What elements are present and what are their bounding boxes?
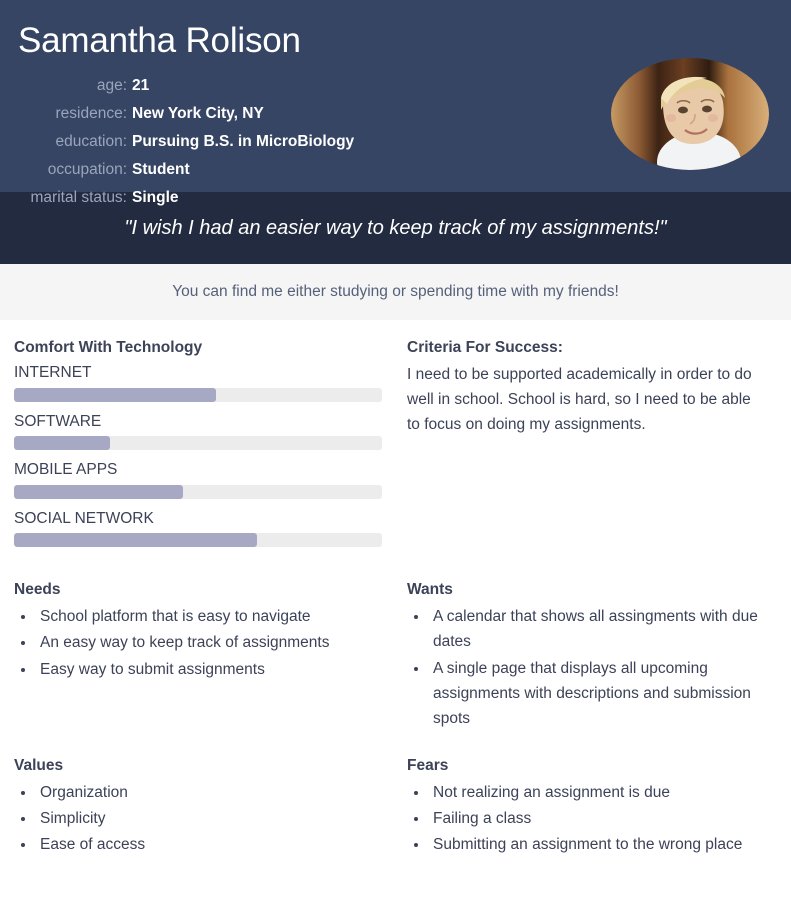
attribute-label-education: education: bbox=[55, 133, 127, 151]
attribute-value-education: Pursuing B.S. in MicroBiology bbox=[132, 133, 355, 151]
persona-body bbox=[0, 320, 791, 859]
skill-bar-track-mobile-apps bbox=[14, 485, 382, 499]
fears-title: Fears bbox=[407, 756, 449, 774]
row-values-fears bbox=[0, 754, 791, 859]
page-title: Samantha Rolison bbox=[18, 21, 301, 60]
skill-bar-track-software bbox=[14, 436, 382, 450]
needs-title: Needs bbox=[14, 581, 61, 599]
attribute-label-marital-status: marital status: bbox=[30, 189, 127, 207]
skill-bar-fill-social-network bbox=[14, 533, 257, 547]
attribute-row-occupation bbox=[14, 156, 354, 184]
tagline-banner bbox=[0, 264, 791, 320]
attribute-value-occupation: Student bbox=[132, 161, 190, 179]
attribute-value-marital-status: Single bbox=[132, 189, 179, 207]
list-item: • Ease of access bbox=[36, 832, 382, 857]
persona-header bbox=[0, 0, 791, 207]
row-needs-wants bbox=[0, 578, 791, 732]
list-item: • School platform that is easy to navigate bbox=[36, 604, 382, 629]
needs-list bbox=[14, 604, 382, 681]
wants-section bbox=[396, 578, 791, 732]
skill-bar-fill-internet bbox=[14, 388, 216, 402]
list-item: • An easy way to keep track of assignments bbox=[36, 630, 382, 655]
skill-bar-fill-software bbox=[14, 436, 110, 450]
list-item: • Failing a class bbox=[429, 806, 777, 831]
list-item: • Simplicity bbox=[36, 806, 382, 831]
fears-section bbox=[396, 754, 791, 859]
list-item: • A single page that displays all upcoming assignments with descriptions and submission spots bbox=[429, 656, 777, 731]
skill-label-software: SOFTWARE bbox=[14, 412, 102, 430]
skill-social-network bbox=[14, 508, 382, 547]
needs-section bbox=[0, 578, 396, 683]
list-item: • Easy way to submit assignments bbox=[36, 657, 382, 682]
criteria-text: I need to be supported academically in order to do well in school. School is hard, so I need to be able to focus on doing my assignments. bbox=[407, 366, 752, 434]
attribute-row-residence bbox=[14, 100, 354, 128]
wants-list bbox=[407, 604, 777, 731]
avatar-photo bbox=[611, 58, 769, 170]
technology-title: Comfort With Technology bbox=[14, 339, 203, 356]
values-section bbox=[0, 754, 396, 859]
list-item: • Not realizing an assignment is due bbox=[429, 780, 777, 805]
list-item: • A calendar that shows all assingments with due dates bbox=[429, 604, 777, 654]
skill-label-internet: INTERNET bbox=[14, 364, 92, 382]
list-item: • Submitting an assignment to the wrong place bbox=[429, 832, 777, 857]
quote-text: "I wish I had an easier way to keep track of my assignments!" bbox=[124, 216, 667, 239]
persona-attributes-body bbox=[14, 72, 354, 212]
skill-internet bbox=[14, 362, 382, 401]
attribute-value-residence: New York City, NY bbox=[132, 105, 264, 123]
skill-label-mobile-apps: MOBILE APPS bbox=[14, 461, 118, 479]
skill-bar-track-internet bbox=[14, 388, 382, 402]
attribute-row-marital-status bbox=[14, 184, 354, 212]
criteria-section bbox=[396, 336, 791, 438]
skill-mobile-apps bbox=[14, 459, 382, 498]
avatar bbox=[611, 58, 769, 170]
row-technology-criteria bbox=[0, 336, 791, 556]
attribute-label-occupation: occupation: bbox=[47, 161, 127, 179]
attribute-row-age bbox=[14, 72, 354, 100]
skill-bar-track-social-network bbox=[14, 533, 382, 547]
list-item: • Organization bbox=[36, 780, 382, 805]
criteria-title: Criteria For Success: bbox=[407, 339, 563, 356]
technology-section bbox=[0, 336, 396, 556]
skill-label-social-network: SOCIAL NETWORK bbox=[14, 509, 154, 527]
spacer-1 bbox=[0, 556, 791, 578]
fears-list bbox=[407, 780, 777, 857]
attribute-value-age: 21 bbox=[132, 77, 150, 94]
values-list bbox=[14, 780, 382, 857]
skill-software bbox=[14, 411, 382, 450]
wants-title: Wants bbox=[407, 581, 453, 599]
attribute-label-residence: residence: bbox=[55, 105, 127, 123]
tagline-text: You can find me either studying or spending time with my friends! bbox=[172, 283, 619, 300]
persona-attributes bbox=[14, 72, 354, 212]
attribute-row-education bbox=[14, 128, 354, 156]
spacer-2 bbox=[0, 732, 791, 754]
attribute-label-age: age: bbox=[96, 77, 127, 94]
skill-bar-fill-mobile-apps bbox=[14, 485, 183, 499]
values-title: Values bbox=[14, 756, 64, 774]
